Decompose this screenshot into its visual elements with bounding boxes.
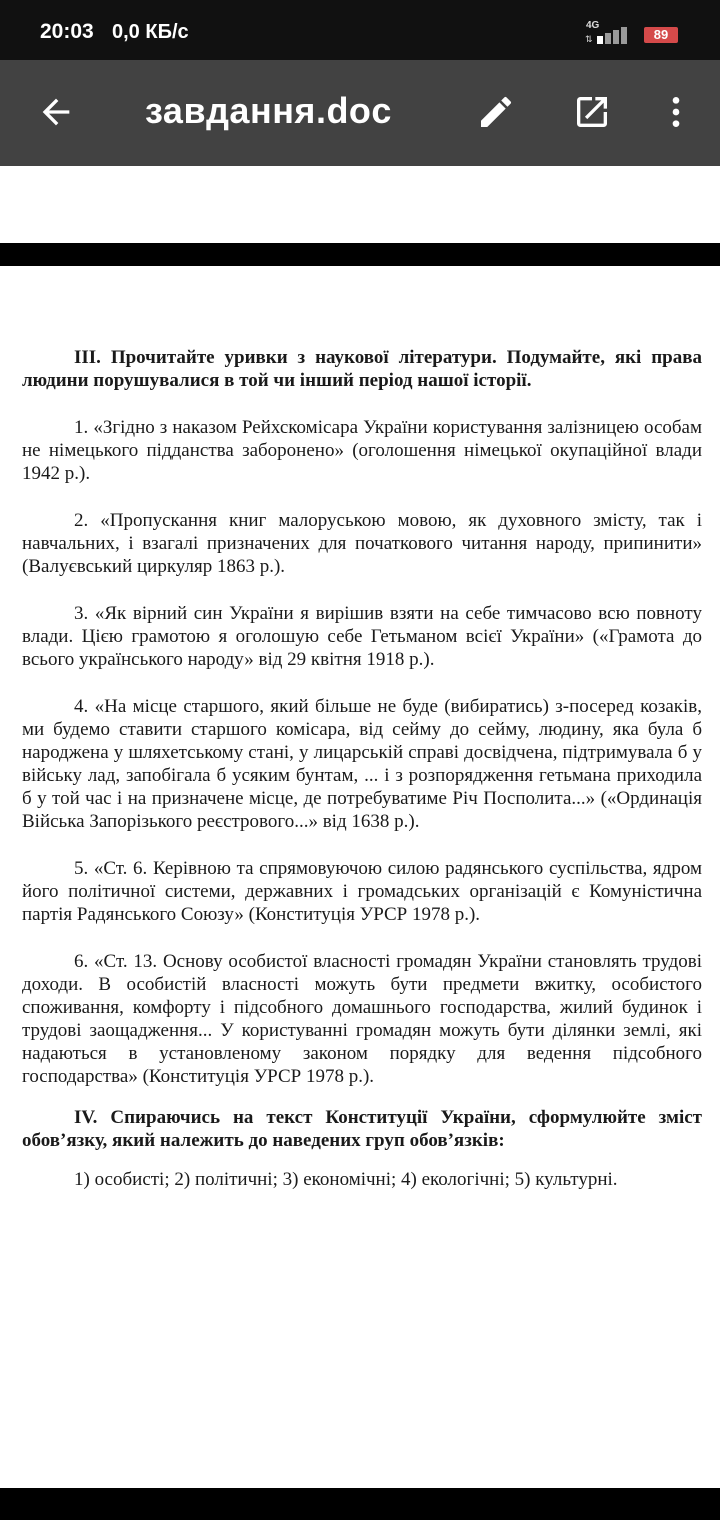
excerpt-2: 2. «Пропускання книг малоруською мовою, як духовного змісту, так і навчальних, і взагалі призначених для початкового читання народу, припинити» (Валуєвський циркуляр 1863 р.). [22,510,702,577]
signal-strength-icon [597,26,631,44]
back-arrow-icon[interactable] [36,92,76,132]
page-separator [0,243,720,266]
excerpt-4: 4. «На місце старшого, який більше не буде (вибиратись) з-посеред козаків, ми будемо ставити старшого комісара, від сейму до сейму, людину, яка була б народжена у шляхетському стані, у лицарській справі досвідчена, підтримувала б у війську лад, запобігала б усяким бунтам, ... і з розпорядження гетьмана приходила б у той час і на призначене місце, де потребуватиме Річ Посполита...» («Ординація Війська Запорізького реєстрового...» від 1638 р.). [22,696,702,832]
section-4-heading: IV. Спираючись на текст Конституції України, сформулюйте зміст обов’язку, який належить до наведених груп обов’язків: [22,1107,702,1151]
section-4-list: 1) особисті; 2) політичні; 3) економічні; 4) екологічні; 5) культурні. [74,1169,618,1190]
document-title: завдання.doc [145,90,392,131]
excerpt-1: 1. «Згідно з наказом Рейхскомісара України користування залізницею особам не німецького підданства заборонено» (оголошення німецької окупаційної влади 1942 р.). [22,417,702,484]
excerpt-6: 6. «Ст. 13. Основу особистої власності громадян України становлять трудові доходи. В особистій власності можуть бути предмети вжитку, особистого споживання, комфорту і підсобного домашнього господарства, жилий будинок і трудові заощадження... У користуванні громадян можуть бути ділянки землі, які надаються в установленому законом порядку для ведення підсобного господарства» (Конституція УРСР 1978 р.). [22,951,702,1087]
battery-icon: 89 [644,27,678,43]
open-external-icon[interactable] [572,92,612,132]
status-bar [0,0,720,60]
data-activity-icon: ⇅ [585,34,593,44]
network-type-label: 4G [586,20,600,31]
app-toolbar [0,60,720,166]
status-network-speed: 0,0 КБ/с [112,21,189,43]
document-page[interactable] [22,346,702,1191]
edit-pencil-icon[interactable] [476,92,516,132]
bottom-page-separator [0,1488,720,1520]
section-3-heading: III. Прочитайте уривки з наукової літератури. Подумайте, які права людини порушувалися в той чи інший період нашої історії. [22,347,702,391]
more-vert-icon[interactable] [656,90,696,134]
status-time: 20:03 [40,20,94,43]
excerpt-3: 3. «Як вірний син України я вирішив взяти на себе тимчасово всю повноту влади. Цією грамотою я оголошую себе Гетьманом всієї України» («Грамота до всього українського народу» від 29 квітня 1918 р.). [22,603,702,670]
excerpt-5: 5. «Ст. 6. Керівною та спрямовуючою силою радянського суспільства, ядром його політичної системи, державних і громадських організацій є Комуністична партія Радянського Союзу» (Конституція УРСР 1978 р.). [22,858,702,925]
